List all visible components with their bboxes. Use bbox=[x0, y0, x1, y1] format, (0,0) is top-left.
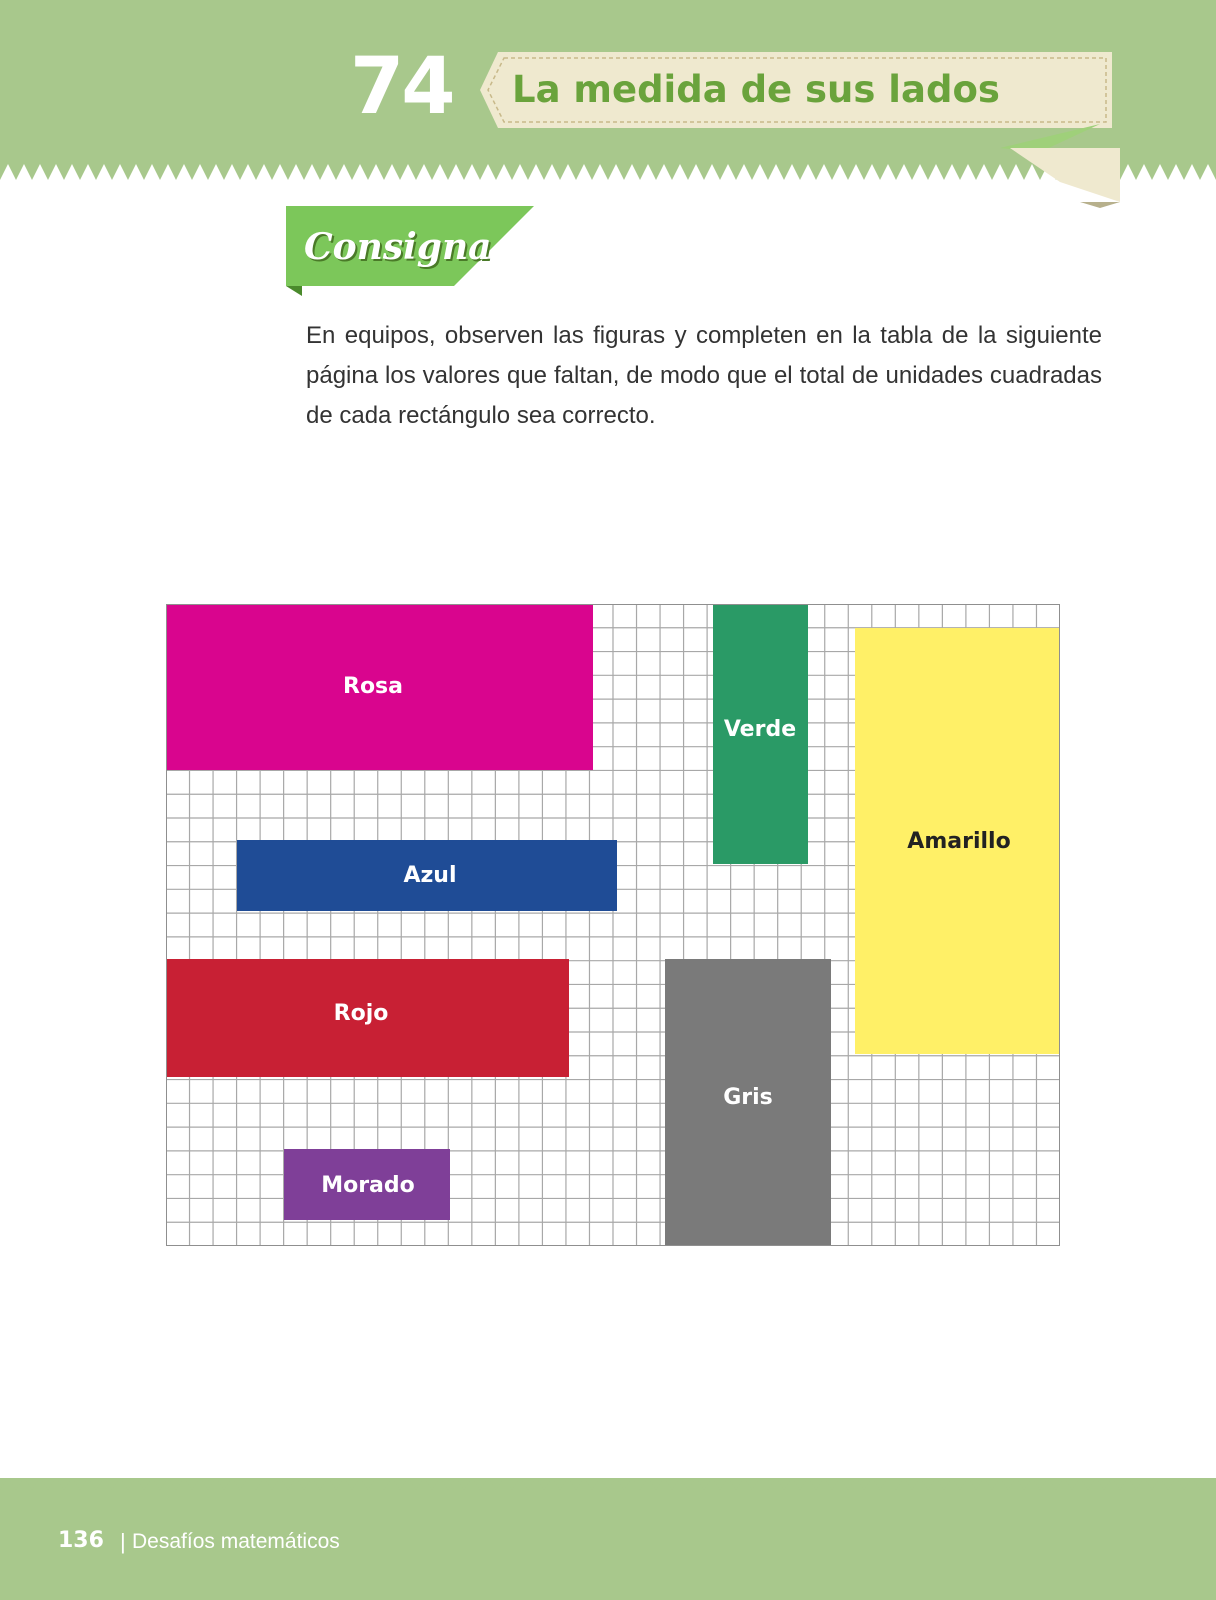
consigna-label: Consigna bbox=[304, 226, 492, 268]
label-morado: Morado bbox=[321, 1173, 415, 1198]
footer-divider: | bbox=[120, 1529, 126, 1554]
label-verde: Verde bbox=[723, 717, 797, 742]
book-title: Desafíos matemáticos bbox=[132, 1530, 340, 1553]
lesson-number: 74 bbox=[350, 42, 453, 132]
label-amarillo: Amarillo bbox=[907, 829, 1011, 854]
footer-zigzag-edge bbox=[0, 1478, 1216, 1502]
label-gris: Gris bbox=[723, 1085, 773, 1110]
label-rosa: Rosa bbox=[343, 674, 403, 699]
label-rojo: Rojo bbox=[333, 1001, 389, 1026]
lesson-title: La medida de sus lados bbox=[512, 68, 1000, 111]
page-number: 136 bbox=[58, 1528, 104, 1553]
label-azul: Azul bbox=[403, 863, 457, 888]
instructions-paragraph: En equipos, observen las figuras y completen en la tabla de la siguiente página los valores que faltan, de modo que el total de unidades cuadradas de cada rectángulo sea correcto. bbox=[306, 322, 1102, 429]
rectangles-grid-figure bbox=[166, 604, 1060, 1246]
